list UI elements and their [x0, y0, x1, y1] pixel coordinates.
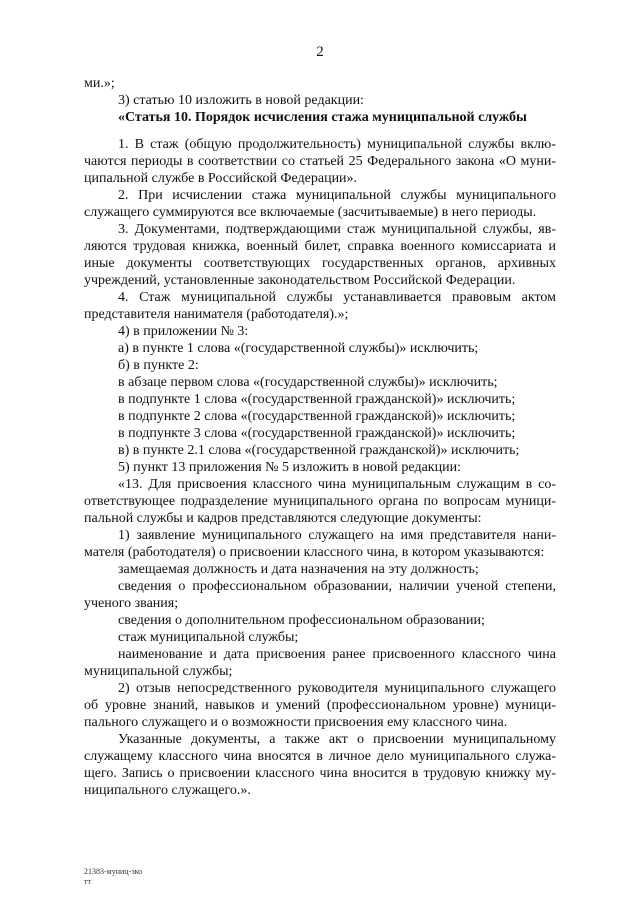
text-line: б) в пункте 2: — [118, 358, 199, 373]
text-line: в) в пункте 2.1 слова «(государственной гражданской)» исключить; — [118, 443, 520, 458]
text-line: в абзаце первом слова «(государственной службы)» исключить; — [118, 375, 498, 390]
text-line: ми.»; — [84, 76, 115, 91]
text-line: замещаемая должность и дата назначения на эту должность; — [118, 562, 479, 577]
text-line: ниципального служащего.». — [84, 783, 251, 798]
text-line: щего. Запись о присвоении классного чина вносится в трудовую книжку му- — [84, 766, 556, 781]
text-line: а) в пункте 1 слова «(государственной службы)» исключить; — [118, 341, 479, 356]
article-heading: «Статья 10. Порядок исчисления стажа муниципальной службы — [118, 110, 527, 125]
spacer — [84, 126, 556, 136]
document-footer — [84, 867, 142, 887]
page-number: 2 — [316, 44, 324, 60]
text-line: 1) заявление муниципального служащего на имя представителя нани- — [118, 528, 556, 543]
text-line: ученого звания; — [84, 596, 179, 611]
text-line: 4. Стаж муниципальной службы устанавливается правовым актом — [118, 290, 556, 305]
text-line: представителя нанимателя (работодателя).»; — [84, 307, 349, 322]
text-line: чаются периоды в соответствии со статьей 25 Федерального закона «О муни- — [84, 154, 556, 169]
text-line: пальной службы и кадров представляются следующие документы: — [84, 511, 482, 526]
text-line: 2. При исчислении стажа муниципальной службы муниципального — [118, 188, 556, 203]
text-line: мателя (работодателя) о присвоении классного чина, в котором указываются: — [84, 545, 545, 560]
text-line: служащего суммируются все включаемые (засчитываемые) в него периоды. — [84, 205, 537, 220]
text-line: 2) отзыв непосредственного руководителя муниципального служащего — [118, 681, 556, 696]
text-line: «13. Для присвоения классного чина муниципальным служащим в со- — [118, 477, 556, 492]
text-line: учреждений, установленные законодательством Российской Федерации. — [84, 273, 516, 288]
text-line: ответствующее подразделение муниципального органа по вопросам муници- — [84, 494, 556, 509]
text-line: муниципальной службы; — [84, 664, 233, 679]
document-body — [84, 75, 556, 799]
text-line: 4) в приложении № 3: — [118, 324, 249, 339]
text-line: ляются трудовая книжка, военный билет, справка военного комиссариата и — [84, 239, 556, 254]
text-line: 3) статью 10 изложить в новой редакции: — [118, 93, 364, 108]
text-line: в подпункте 1 слова «(государственной гражданской)» исключить; — [118, 392, 516, 407]
text-line: пального служащего и о возможности присвоения ему классного чина. — [84, 715, 508, 730]
text-line: сведения о профессиональном образовании, наличии ученой степени, — [118, 579, 556, 594]
text-line: стаж муниципальной службы; — [118, 630, 299, 645]
text-line: служащему классного чина вносятся в личное дело муниципального служа- — [84, 749, 556, 764]
text-line: в подпункте 3 слова «(государственной гражданской)» исключить; — [118, 426, 516, 441]
text-line: 3. Документами, подтверждающими стаж муниципальной службы, яв- — [118, 222, 556, 237]
text-line: в подпункте 2 слова «(государственной гражданской)» исключить; — [118, 409, 516, 424]
text-line: 1. В стаж (общую продолжительность) муниципальной службы вклю- — [118, 137, 556, 152]
text-line: ципальной службе в Российской Федерации». — [84, 171, 358, 186]
document-code: 21383-муниц-эко — [84, 867, 143, 876]
executor-initials: тт — [84, 877, 91, 886]
text-line: 5) пункт 13 приложения № 5 изложить в новой редакции: — [118, 460, 461, 475]
text-line: Указанные документы, а также акт о присвоении муниципальному — [118, 732, 556, 747]
text-line: сведения о дополнительном профессиональном образовании; — [118, 613, 485, 628]
text-line: наименование и дата присвоения ранее присвоенного классного чина — [118, 647, 556, 662]
text-line: об уровне знаний, навыков и умений (профессиональном уровне) муници- — [84, 698, 556, 713]
text-line: иные документы соответствующих государственных органов, архивных — [84, 256, 556, 271]
